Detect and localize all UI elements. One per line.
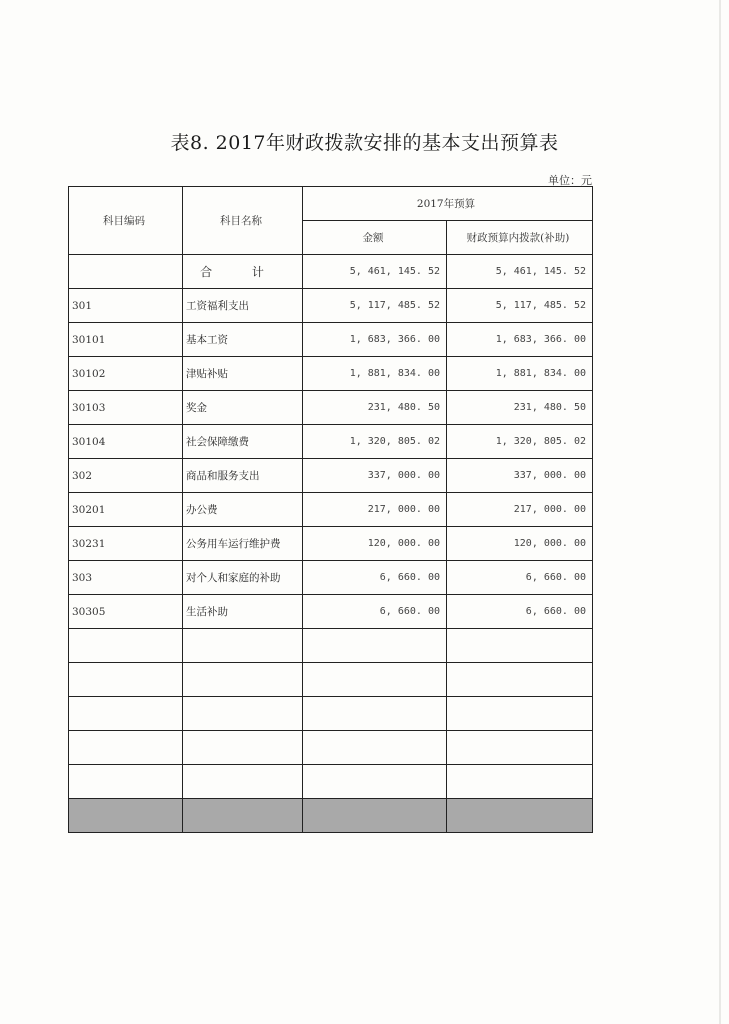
table-row bbox=[69, 323, 593, 357]
row-name: 生活补助 bbox=[183, 595, 303, 629]
row-amount: 1, 320, 805. 02 bbox=[303, 425, 447, 459]
table-row bbox=[69, 391, 593, 425]
row-amount: 337, 000. 00 bbox=[303, 459, 447, 493]
budget-table bbox=[68, 186, 593, 833]
row-amount: 1, 683, 366. 00 bbox=[303, 323, 447, 357]
row-code: 30101 bbox=[69, 323, 183, 357]
row-code: 30231 bbox=[69, 527, 183, 561]
shaded-cell bbox=[303, 799, 447, 833]
total-code-cell bbox=[69, 255, 183, 289]
total-allocation: 5, 461, 145. 52 bbox=[447, 255, 593, 289]
total-row bbox=[69, 255, 593, 289]
empty-cell bbox=[447, 663, 593, 697]
table-row bbox=[69, 459, 593, 493]
empty-cell bbox=[447, 765, 593, 799]
empty-row bbox=[69, 765, 593, 799]
header-allocation: 财政预算内拨款(补助) bbox=[447, 221, 593, 255]
shaded-footer-row bbox=[69, 799, 593, 833]
table-row bbox=[69, 357, 593, 391]
row-code: 303 bbox=[69, 561, 183, 595]
empty-cell bbox=[69, 697, 183, 731]
row-allocation: 1, 881, 834. 00 bbox=[447, 357, 593, 391]
empty-cell bbox=[303, 697, 447, 731]
row-amount: 120, 000. 00 bbox=[303, 527, 447, 561]
table-row bbox=[69, 289, 593, 323]
empty-cell bbox=[183, 731, 303, 765]
empty-row bbox=[69, 697, 593, 731]
row-amount: 6, 660. 00 bbox=[303, 595, 447, 629]
row-code: 30103 bbox=[69, 391, 183, 425]
empty-cell bbox=[183, 765, 303, 799]
empty-cell bbox=[447, 697, 593, 731]
row-amount: 217, 000. 00 bbox=[303, 493, 447, 527]
data-rows bbox=[69, 289, 593, 629]
empty-cell bbox=[303, 629, 447, 663]
row-name: 津贴补贴 bbox=[183, 357, 303, 391]
header-amount: 金额 bbox=[303, 221, 447, 255]
header-code: 科目编码 bbox=[69, 187, 183, 255]
blank-rows bbox=[69, 629, 593, 799]
empty-cell bbox=[69, 731, 183, 765]
empty-cell bbox=[183, 629, 303, 663]
shaded-cell bbox=[447, 799, 593, 833]
row-allocation: 1, 320, 805. 02 bbox=[447, 425, 593, 459]
row-amount: 1, 881, 834. 00 bbox=[303, 357, 447, 391]
total-label: 合 计 bbox=[183, 255, 303, 289]
row-amount: 231, 480. 50 bbox=[303, 391, 447, 425]
row-name: 社会保障缴费 bbox=[183, 425, 303, 459]
empty-row bbox=[69, 629, 593, 663]
row-allocation: 120, 000. 00 bbox=[447, 527, 593, 561]
shaded-cell bbox=[183, 799, 303, 833]
row-name: 公务用车运行维护费 bbox=[183, 527, 303, 561]
row-allocation: 217, 000. 00 bbox=[447, 493, 593, 527]
row-code: 302 bbox=[69, 459, 183, 493]
total-amount: 5, 461, 145. 52 bbox=[303, 255, 447, 289]
table-row bbox=[69, 561, 593, 595]
row-code: 30104 bbox=[69, 425, 183, 459]
row-name: 奖金 bbox=[183, 391, 303, 425]
empty-row bbox=[69, 731, 593, 765]
page-title: 表8. 2017年财政拨款安排的基本支出预算表 bbox=[170, 132, 559, 154]
table-row bbox=[69, 493, 593, 527]
table-row bbox=[69, 527, 593, 561]
empty-cell bbox=[303, 731, 447, 765]
row-code: 30102 bbox=[69, 357, 183, 391]
row-allocation: 1, 683, 366. 00 bbox=[447, 323, 593, 357]
row-name: 办公费 bbox=[183, 493, 303, 527]
row-name: 基本工资 bbox=[183, 323, 303, 357]
row-amount: 5, 117, 485. 52 bbox=[303, 289, 447, 323]
empty-cell bbox=[69, 629, 183, 663]
table-row bbox=[69, 425, 593, 459]
row-allocation: 5, 117, 485. 52 bbox=[447, 289, 593, 323]
shaded-cell bbox=[69, 799, 183, 833]
row-allocation: 231, 480. 50 bbox=[447, 391, 593, 425]
row-allocation: 6, 660. 00 bbox=[447, 561, 593, 595]
empty-row bbox=[69, 663, 593, 697]
header-row bbox=[69, 187, 593, 221]
row-amount: 6, 660. 00 bbox=[303, 561, 447, 595]
header-name: 科目名称 bbox=[183, 187, 303, 255]
empty-cell bbox=[69, 663, 183, 697]
row-code: 301 bbox=[69, 289, 183, 323]
table-row bbox=[69, 595, 593, 629]
empty-cell bbox=[69, 765, 183, 799]
empty-cell bbox=[447, 629, 593, 663]
row-name: 工资福利支出 bbox=[183, 289, 303, 323]
empty-cell bbox=[447, 731, 593, 765]
unit-label: 单位：元 bbox=[548, 174, 592, 187]
empty-cell bbox=[183, 663, 303, 697]
empty-cell bbox=[303, 663, 447, 697]
row-code: 30201 bbox=[69, 493, 183, 527]
empty-cell bbox=[183, 697, 303, 731]
row-allocation: 6, 660. 00 bbox=[447, 595, 593, 629]
header-budget-group: 2017年预算 bbox=[303, 187, 593, 221]
row-allocation: 337, 000. 00 bbox=[447, 459, 593, 493]
row-name: 商品和服务支出 bbox=[183, 459, 303, 493]
empty-cell bbox=[303, 765, 447, 799]
row-name: 对个人和家庭的补助 bbox=[183, 561, 303, 595]
row-code: 30305 bbox=[69, 595, 183, 629]
